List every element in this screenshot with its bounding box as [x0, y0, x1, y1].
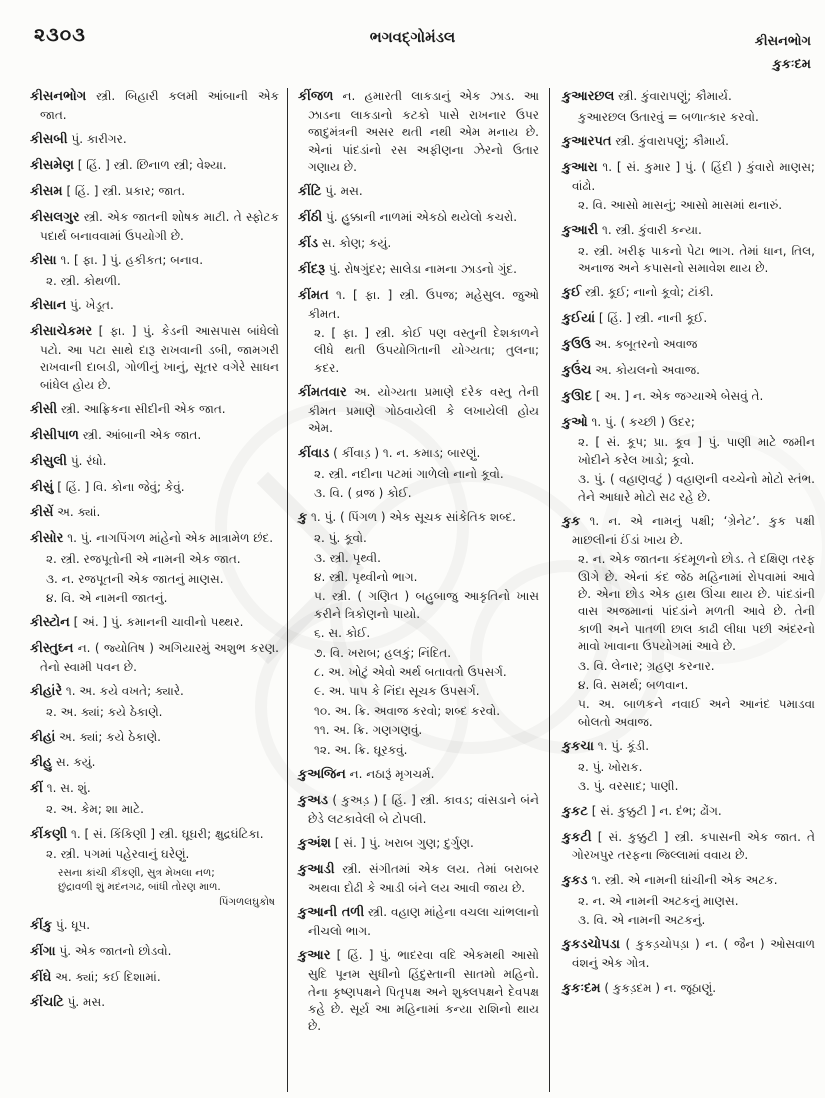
entry-definition: ૧. પું. ( કચ્છી ) ઉદર;	[591, 414, 695, 429]
dictionary-entry	[30, 453, 279, 472]
entry-lead	[562, 388, 815, 407]
entry-lead	[562, 738, 815, 757]
sense-item: ૨. [ ફા. ] સ્ત્રી. કોઈ પણ વસ્તુની દેશકાળને લીધે થતી ઉપયોગિતાની યોગ્યતા; તુલના; કદર.	[314, 326, 539, 375]
entry-lead	[298, 209, 539, 228]
headword: કીં	[30, 781, 43, 797]
sense-item: ૪. સ્ત્રી. પૃથ્વીનો ભાગ.	[314, 570, 418, 585]
dictionary-entry	[298, 509, 539, 759]
entry-lead	[298, 384, 539, 438]
entry-definition: ૧. પું. કૂંડી.	[597, 739, 650, 754]
headword: કીસમેણ	[30, 158, 74, 174]
page-header	[0, 0, 825, 86]
entry-definition: અ. કોયલનો અવાજ.	[595, 362, 700, 377]
quote-line: રસના કાંચી કીંકણી, સુત્ર મેખલા નળ;	[58, 866, 215, 879]
dictionary-entry	[30, 88, 279, 124]
sense-item: ૭. વિ. ખરાબ; હલકું; નિંદિત.	[314, 645, 452, 660]
sense-item: ૪. વિ. સમર્થ; બળવાન.	[578, 677, 689, 692]
dictionary-entry	[562, 513, 815, 731]
dictionary-entry	[562, 803, 815, 822]
entry-lead	[30, 994, 279, 1013]
entry-definition: પું. હુક્કાની નાળમાં એકઠો થયેલો કચરો.	[326, 210, 518, 225]
sense-item: કુઆરછલ ઉતારવું = બળાત્કાર કરવો.	[578, 109, 759, 124]
column-right	[550, 88, 815, 1092]
headword: કીંઠી	[298, 210, 323, 226]
entry-lead	[30, 323, 279, 394]
dictionary-entry	[562, 310, 815, 329]
column-left	[30, 88, 288, 1092]
entry-definition: ( કુઅડ઼ ) [ હિં. ] સ્ત્રી. કાવડ; વાંસડાને બંને છેડે લટકાવેલી બે ટોપલી.	[308, 792, 539, 826]
headword: કુઈયાં	[562, 311, 596, 327]
dictionary-entry	[298, 835, 539, 854]
sense-item: ૨. ન. એ નામની અટકનું માણસ.	[578, 893, 739, 908]
entry-definition: અ. યોગ્યતા પ્રમાણે દરેક વસ્તુ તેની કીમત પ્રમાણે ગોઠવાયેલી કે લખાયેલી હોય એમ.	[308, 385, 539, 436]
dictionary-entry	[30, 917, 279, 936]
headword: કીહાં	[30, 729, 56, 745]
sense-item: ૩. સ્ત્રી. પૃથ્વી.	[314, 550, 381, 565]
headword: કીંડ	[298, 236, 319, 252]
entry-lead	[298, 235, 539, 254]
dictionary-entry	[298, 904, 539, 940]
dictionary-entry	[30, 780, 279, 818]
dictionary-entry	[30, 252, 279, 290]
guide-word-top: કીસનભોગ	[754, 34, 811, 49]
entry-definition: ૧. પું. નાગપિંગળ માંહેનો એક માત્રામેળ છંદ.	[67, 531, 274, 546]
dictionary-entry	[30, 969, 279, 988]
entry-definition: પું. રંધો.	[70, 453, 107, 468]
entry-definition: ૧. પું. ( પિંગળ ) એક સૂચક સાંકેતિક શબ્દ.	[311, 510, 516, 525]
entry-lead	[30, 943, 279, 962]
dictionary-entry	[562, 362, 815, 381]
entry-definition: [ ફા. ] પું. કેડની આસપાસ બાંધેલો પટો. આ પટા સાથે દારૂ રાખવાની ડબી, જામગરી રાખવાની દાબડી, ગોળીનું ખાનું, સૂતર વગેરે સાધન બાંધેલ હોય છે.	[40, 324, 279, 392]
dictionary-entry	[30, 826, 279, 910]
entry-lead	[30, 297, 279, 316]
entry-lead	[30, 826, 279, 845]
headword: કુકઃદમ	[562, 980, 601, 996]
headword: કુઉઉ	[562, 337, 591, 353]
dictionary-entry	[30, 640, 279, 676]
entry-lead	[30, 504, 279, 523]
dictionary-entry	[30, 209, 279, 245]
entry-lead	[298, 904, 539, 940]
dictionary-entry	[562, 284, 815, 303]
headword: કીસાચેકમર	[30, 324, 93, 340]
dictionary-entry	[562, 738, 815, 796]
headword: કીંચટિ	[30, 995, 64, 1011]
entry-lead	[298, 509, 539, 528]
entry-lead	[562, 513, 815, 549]
headword: કીસબી	[30, 132, 68, 148]
entry-definition: [ હિં. ] સ્ત્રી. પ્રકાર; જાત.	[66, 183, 186, 198]
entry-definition: સ્ત્રી. વહાણ માંહેના વચલા ચાંભલાનો નીચલો ભાગ.	[308, 905, 539, 938]
entry-definition: સ્ત્રી. કૂઈ; નાનો કૂવો; ટાંકી.	[585, 285, 714, 300]
sense-item: ૩. પું. ( વહાણવટું ) વહાણની વચ્ચેનો મોટો સ્તંભ. તેને આધારે મોટો સઢ રહે છે.	[578, 472, 815, 504]
headword: કીસાન	[30, 298, 67, 314]
entry-lead	[30, 780, 279, 799]
entry-definition: ૧. ન. એ નામનું પક્ષી; ‘ગ્રેનેટ’. કુક પક્ષી માછલીનાં ઈંડાં ખાય છે.	[572, 513, 815, 547]
entry-lead	[30, 401, 279, 420]
dictionary-entry	[562, 222, 815, 278]
sense-item: ૩. વિ. એ નામની અટકનું.	[578, 913, 706, 928]
entry-definition: [ હિં. ] સ્ત્રી. નાની કૂઈ.	[598, 311, 708, 326]
headword: કીહુ	[30, 755, 53, 771]
entry-definition: સ્ત્રી. આંબાની એક જાત.	[82, 427, 202, 442]
entry-definition: પું. કારીગર.	[71, 132, 127, 147]
entry-definition: [ હિં. ] વિ. કોના જેવું; કેવું.	[57, 479, 185, 494]
headword: કીસેં	[30, 505, 54, 521]
entry-lead	[30, 157, 279, 176]
page-title: ભગવદ્ગોમંડલ	[369, 28, 456, 46]
headword: કુઉંચ	[562, 362, 592, 378]
headword: કુકડચોપડા	[562, 937, 620, 953]
headword: કુઆરા	[562, 160, 598, 176]
page-number: ૨૩૦૩	[34, 24, 86, 46]
entry-definition: પું. ખેડૂત.	[70, 298, 114, 313]
headword: કીસોર	[30, 531, 64, 547]
headword: કુઅજિન	[298, 766, 346, 782]
headword: કીહાંરે	[30, 684, 63, 700]
headword: કીસા	[30, 253, 57, 268]
dictionary-entry	[30, 131, 279, 150]
entry-lead	[562, 159, 815, 195]
sense-item: ૩. વિ. લેનાર; ગ્રહણ કરનાર.	[578, 658, 715, 673]
dictionary-entry	[562, 414, 815, 506]
entry-definition: ૧. અ. કયે વખતે; ક્યારે.	[65, 684, 184, 699]
dictionary-entry	[30, 479, 279, 498]
dictionary-entry	[298, 287, 539, 377]
entry-lead	[298, 261, 539, 280]
sense-item: ૨. સ્ત્રી. કોથળી.	[46, 273, 121, 288]
dictionary-entry	[298, 261, 539, 280]
headword: કીંટિ	[298, 184, 322, 200]
dictionary-entry	[298, 861, 539, 897]
headword: કુઅંશ	[298, 836, 331, 852]
entry-definition: ન. હમારતી લાકડાનું એક ઝાડ. આ ઝાડના લાકડાનો કટકો પાસે રાખનાર ઉપર જાદુમંત્રની અસર થતી નથી એમ મનાય છે. એનાં પાંદડાંનો રસ અફીણના ઝેરનો ઉતાર ગણાય છે.	[308, 89, 539, 175]
entry-lead	[562, 310, 815, 329]
entry-definition: પું. એક જાતનો છોડવો.	[59, 943, 172, 958]
entry-lead	[298, 947, 539, 1035]
entry-lead	[562, 362, 815, 381]
headword: કીંવાડ	[298, 445, 330, 461]
entry-lead	[298, 861, 539, 897]
headword: કીંકુ	[30, 917, 53, 933]
headword: કીંગા	[30, 943, 56, 959]
entry-definition: ન. નઠારૂં મૃગચર્મ.	[349, 766, 435, 781]
entry-definition: ૧. [ સં. કિંકિણી ] સ્ત્રી. ઘૂઘરી; ક્ષુદ્રઘંટિકા.	[70, 826, 264, 841]
dictionary-entry	[30, 504, 279, 523]
dictionary-entry	[298, 209, 539, 228]
headword: કુ	[298, 510, 308, 526]
entry-lead	[562, 872, 815, 891]
entry-definition: અ. ક્યાં; કઈ દિશામાં.	[55, 969, 161, 984]
headword: કુઆરછલ	[562, 89, 615, 104]
entry-definition: [ સં. ] પું. ખરાબ ગુણ; દુર્ગુણ.	[334, 836, 474, 851]
guide-words	[755, 30, 811, 77]
entry-lead	[298, 766, 539, 785]
headword: કુકટી	[562, 829, 592, 845]
entry-definition: [ સં. કુક્કુટી ] ન. દંભ; ઢોંગ.	[591, 803, 722, 818]
dictionary-entry	[298, 384, 539, 438]
column-middle	[288, 88, 550, 1092]
entry-definition: સ્ત્રી. સંગીતમાં એક લય. તેમાં બરાબર અથવા દોઢી કે આડી બંને લય આવી જાય છે.	[308, 861, 539, 895]
entry-definition: અ. કબૂતરનો અવાજ	[594, 337, 698, 352]
sense-item: ૧૨. અ. ક્રિ. ઘૂરકવું.	[314, 742, 408, 757]
dictionary-entry	[30, 401, 279, 420]
entry-lead	[30, 131, 279, 150]
sense-item: ૨. સ્ત્રી. ખરીફ પાકનો પેટા ભાગ. તેમાં ધાન, તિલ, અનાજ અને કપાસનો સમાવેશ થાય છે.	[578, 243, 815, 275]
entry-lead	[298, 835, 539, 854]
entry-lead	[562, 133, 815, 152]
entry-definition: [ હિં. ] સ્ત્રી. છિનાળ સ્ત્રી; વેશ્યા.	[77, 158, 227, 173]
entry-lead	[30, 640, 279, 676]
entry-lead	[30, 209, 279, 245]
headword: કુકડ	[562, 872, 588, 888]
headword: કીસલગુર	[30, 209, 80, 225]
headword: કુઆની તળી	[298, 905, 365, 921]
headword: કુઆડી	[298, 861, 335, 877]
sense-item: ૨. અ. ક્યાં; કયે ઠેકાણે.	[46, 705, 163, 720]
entry-definition: સ્ત્રી. કુંવારાપણું; કૌમાર્ય.	[618, 89, 732, 103]
entry-definition: ૧. [ ફા. ] પું. હકીકત; બનાવ.	[60, 253, 204, 267]
dictionary-entry	[30, 754, 279, 773]
sense-item: ૨. ન. એક જાતના કંદમૂળનો છોડ. તે દક્ષિણ તરફ ઊગે છે. એનાં કંદ જેઠ મહિનામાં રોપવામાં આવે છે. એના છોડ એક હાથ ઊંચા થાય છે. પાંદડાંની વાસ અજમાનાં પાંદડાંને મળતી આવે છે. તેની કાળી અને પાતળી છાલ કાઢી લીધા પછી અંદરનો માવો ખાવાના ઉપયોગમાં આવે છે.	[578, 552, 815, 654]
headword: કુઆરી	[562, 222, 599, 238]
entry-definition: સ. કયું.	[55, 755, 96, 770]
sense-item: ૬. સ. કોઈ.	[314, 626, 371, 641]
dictionary-entry	[30, 530, 279, 607]
headword: કુઊદ	[562, 388, 592, 404]
quote-line: છુંદ્રાવળી શું મદનગઢ, બાંધી તોરણ માળ.	[58, 881, 221, 894]
sense-item: ૩. ન. રજપૂતની એક જાતનું માણસ.	[46, 571, 224, 586]
sense-item: ૮. અ. ખોટું એવો અર્થ બતાવતો ઉપસર્ગ.	[314, 665, 507, 680]
entry-definition: ૧. સ્ત્રી. એ નામની ઘાંચીની એક અટક.	[591, 872, 778, 887]
entry-definition: સ્ત્રી. આફ્રિકના સીદીની એક જાત.	[60, 402, 226, 417]
headword: કુઆર	[298, 948, 331, 964]
headword: કીસુલી	[30, 453, 67, 469]
entry-lead	[30, 614, 279, 633]
headword: કીસું	[30, 479, 54, 495]
entry-lead	[298, 287, 539, 323]
dictionary-entry	[298, 183, 539, 202]
entry-definition: [ અ. ] ન. એક જગ્યાએ બેસવું તે.	[595, 388, 764, 403]
entry-definition: અ. ક્યાં; કયે ઠેકાણે.	[59, 729, 161, 744]
headword: કીસી	[30, 402, 58, 418]
sense-item: ૨. [ સં. કૂપ; પ્રા. કૂવ ] પું. પાણી માટે જમીન ખોદીને કરેલ ખાડો; કૂવો.	[578, 435, 815, 467]
entry-definition: [ સં. કુક્કુટી ] સ્ત્રી. કપાસની એક જાત. તે ગોરખપુર તરફના જિલ્લામાં વવાય છે.	[572, 829, 815, 863]
sense-item: ૨. વિ. આસો માસનું; આસો માસમાં થનારું.	[578, 198, 783, 213]
sense-item: ૫. સ્ત્રી. ( ગણિત ) બહુબાજુ આકૃતિનો ખાસ કરીને ત્રિકોણનો પાયો.	[314, 589, 539, 621]
sense-item: ૪. વિ. એ નામની જાતનું.	[46, 590, 168, 605]
dictionary-entry	[30, 729, 279, 748]
entry-lead	[562, 414, 815, 433]
headword: કીસનભોગ	[30, 89, 87, 104]
dictionary-entry	[562, 936, 815, 972]
entry-lead	[562, 88, 815, 107]
entry-lead	[30, 530, 279, 549]
entry-definition: ૧. સ્ત્રી. કુંવારી કન્યા.	[601, 222, 702, 237]
quote-source: પિંગળલઘુકોષ	[219, 896, 275, 909]
entry-lead	[30, 427, 279, 446]
headword: કુઅડ	[298, 792, 329, 808]
dictionary-entry	[30, 427, 279, 446]
dictionary-entry	[298, 947, 539, 1035]
entry-definition: પું. મસ.	[325, 184, 363, 199]
dictionary-entry	[562, 980, 815, 999]
sense-item: ૨. સ્ત્રી. રજપૂતોની એ નામની એક જાત.	[46, 552, 241, 567]
entry-definition: પું. રોષગુંદર; સાલેડા નામના ઝાડનો ગુંદ.	[328, 261, 517, 276]
entry-lead	[30, 683, 279, 702]
entry-definition: [ અં. ] પું. કમાનની ચાવીનો પથ્થર.	[73, 615, 244, 630]
dictionary-entry	[30, 157, 279, 176]
headword: કુઈ	[562, 285, 582, 301]
entry-lead	[30, 729, 279, 748]
headword: કીંદરૂ	[298, 261, 326, 277]
headword: કીંજળ	[298, 89, 334, 104]
entry-definition: ન. ( જ્યોતિષ ) અગિયારમું અશુભ કરણ. તેનો સ્વામી પવન છે.	[40, 641, 279, 675]
entry-definition: ૧. [ સં. કુમાર ] પું. ( હિંદી ) કુંવારો માણસ; વાંઢો.	[572, 160, 815, 193]
entry-lead	[562, 829, 815, 865]
sense-item: ૫. અ. બાળકને નવાઈ અને આનંદ પમાડવા બોલતો અવાજ.	[578, 697, 815, 729]
entry-definition: ( કુકડ઼ચોપડ઼ા ) ન. ( જૈન ) ઓસવાળ વંશનું એક ગોત્ર.	[572, 937, 815, 971]
entry-lead	[562, 222, 815, 241]
dictionary-entry	[30, 297, 279, 316]
dictionary-entry	[298, 235, 539, 254]
entry-definition: ૧. સ. શું.	[46, 781, 91, 796]
dictionary-entry	[298, 766, 539, 785]
entry-lead	[562, 803, 815, 822]
columns	[30, 88, 815, 1092]
sense-item: ૩. પું. વરસાદ; પાણી.	[578, 779, 679, 794]
sense-item: ૧૧. અ. ક્રિ. ગણગણવું.	[314, 723, 423, 738]
entry-lead	[562, 336, 815, 355]
entry-definition: [ હિં. ] પું. ભાદરવા વદિ એકમથી આસો સુદિ પૂનમ સુધીનો હિંદુસ્તાની સાતમો મહિનો. તેના કૃષ્ણપક્ષને પિતૃપક્ષ અને શુક્લપક્ષને દેવપક્ષ કહે છે. સૂર્ય આ મહિનામાં કન્યા રાશિનો થાય છે.	[308, 948, 539, 1034]
headword: કુક	[562, 513, 581, 529]
guide-word-bottom: કુકઃદમ	[772, 57, 811, 73]
dictionary-entry	[562, 388, 815, 407]
dictionary-entry	[30, 183, 279, 202]
sense-item: ૨. સ્ત્રી. પગમાં પહેરવાનું ઘરેણું.	[46, 847, 190, 862]
dictionary-entry	[562, 336, 815, 355]
headword: કીંકણી	[30, 826, 68, 842]
entry-lead	[562, 284, 815, 303]
dictionary-entry	[562, 829, 815, 865]
entry-lead	[30, 969, 279, 988]
entry-definition: ૧. [ ફા. ] સ્ત્રી. ઉપજ; મહેસુલ. જુઓ કીમત.	[308, 287, 539, 321]
entry-lead	[30, 183, 279, 202]
dictionary-entry	[298, 88, 539, 176]
entry-lead	[30, 252, 279, 271]
headword: કીસ્તુઘ્ન	[30, 641, 74, 657]
entry-lead	[30, 479, 279, 498]
entry-lead	[30, 917, 279, 936]
entry-lead	[298, 792, 539, 828]
headword: કીંમત	[298, 287, 329, 303]
entry-lead	[562, 980, 815, 999]
entry-lead	[298, 88, 539, 176]
entry-definition: ( કુકડ઼દમ ) ન. જૂઠાણું.	[604, 980, 717, 995]
dictionary-entry	[562, 133, 815, 152]
sense-item: ૨. સ્ત્રી. નદીના પટમાં ગાળેલો નાનો કૂવો.	[314, 466, 504, 481]
entry-definition: અ. ક્યાં.	[57, 505, 101, 520]
entry-lead	[562, 936, 815, 972]
entry-definition: પું. મસ.	[67, 995, 106, 1010]
entry-lead	[298, 445, 539, 464]
dictionary-entry	[30, 614, 279, 633]
headword: કીસમ	[30, 183, 63, 199]
sense-item: ૨. અ. કેમ; શા માટે.	[46, 802, 144, 817]
headword: કુકટ	[562, 803, 588, 819]
dictionary-entry	[30, 323, 279, 394]
dictionary-entry	[298, 792, 539, 828]
dictionary-entry	[298, 445, 539, 503]
headword: કીંમતવાર	[298, 385, 347, 401]
sense-item: ૧૦. અ. ક્રિ. અવાજ કરવો; શબ્દ કરવો.	[314, 703, 501, 718]
entry-lead	[30, 453, 279, 472]
dictionary-entry	[30, 683, 279, 721]
headword: કુઆરપત	[562, 134, 612, 150]
sense-item: ૯. અ. પાપ કે નિંદા સૂચક ઉપસર્ગ.	[314, 684, 480, 699]
dictionary-entry	[30, 943, 279, 962]
entry-definition: સ્ત્રી. એક જાતની શોષક માટી. તે સ્ફોટક પદાર્થ બનાવવામાં ઉપયોગી છે.	[40, 209, 279, 243]
headword: કીસ્ટોન	[30, 615, 70, 631]
headword: કીંઘે	[30, 969, 52, 985]
headword: કીસીપાળ	[30, 427, 79, 443]
headword: કુકચા	[562, 739, 594, 755]
dictionary-entry	[562, 872, 815, 930]
sense-item: ૨. પું. કૂવો.	[314, 531, 367, 546]
entry-definition: સ્ત્રી. કુંવારાપણું; કૌમાર્ય.	[615, 134, 729, 149]
entry-lead	[298, 183, 539, 202]
dictionary-entry	[562, 88, 815, 126]
sense-item: ૩. વિ. ( વ્રજ ) કોઈ.	[314, 486, 412, 501]
entry-definition: પું. ધૂપ.	[55, 917, 91, 932]
dictionary-entry	[30, 994, 279, 1013]
entry-definition: સ. કોણ; કયું.	[321, 236, 392, 251]
entry-definition: ( કીંવાડ઼ ) ૧. ન. કમાડ; બારણું.	[333, 445, 481, 460]
sense-item: ૨. પું. ખોરાક.	[578, 759, 643, 774]
quote-block	[58, 866, 279, 910]
dictionary-entry	[562, 159, 815, 215]
entry-lead	[30, 88, 279, 124]
headword: કુઓ	[562, 414, 588, 430]
entry-definition: સ્ત્રી. બિહારી કલમી આંબાની એક જાત.	[40, 89, 279, 122]
entry-lead	[30, 754, 279, 773]
